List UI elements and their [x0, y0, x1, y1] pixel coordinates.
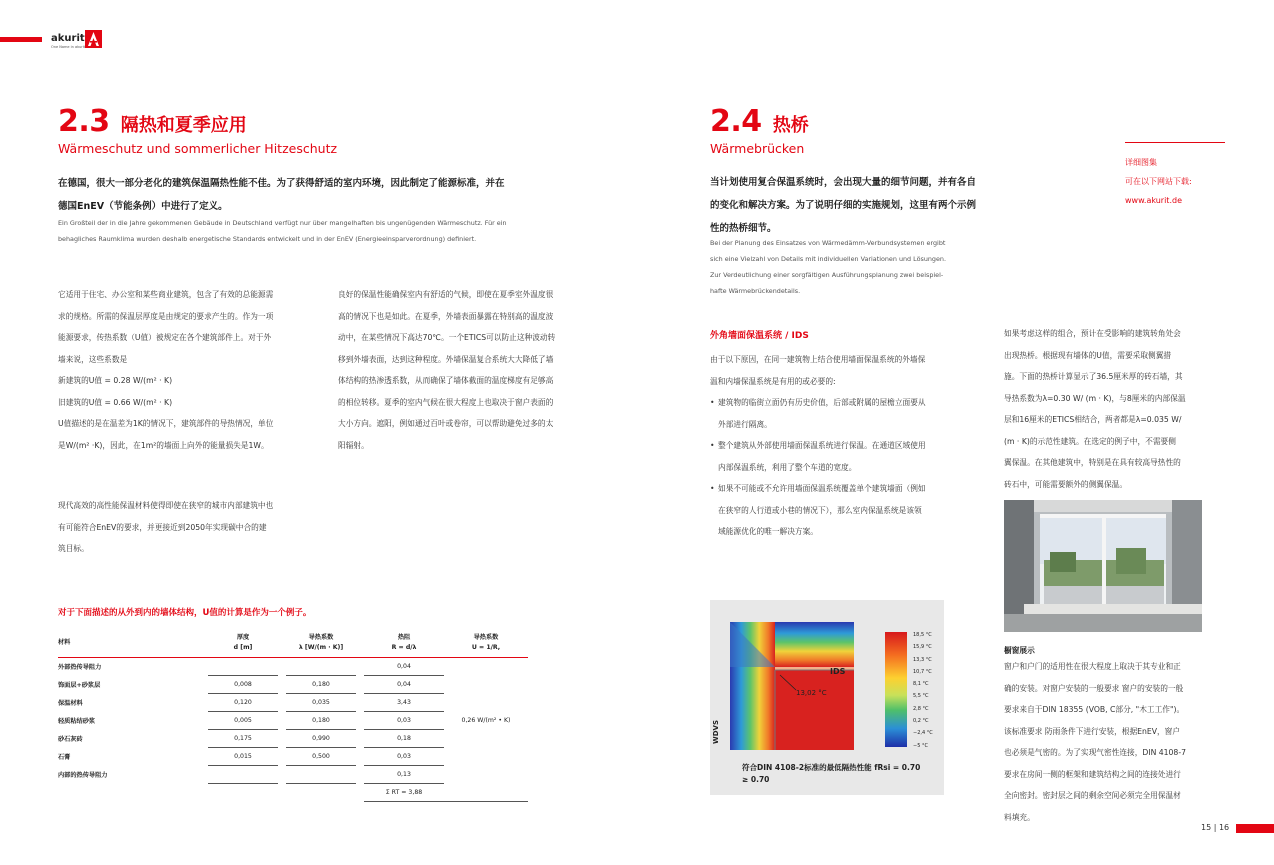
- row-thickness: 0,005: [208, 711, 278, 729]
- body-line: 施。下面的热桥计算显示了36.5厘米厚的砖石墙，其: [1004, 372, 1183, 381]
- header-resistance: [364, 630, 444, 657]
- body-line: 能源要求，传热系数（U值）被规定在各个建筑部件上。对于外: [58, 333, 272, 342]
- body-line: 移到外墙表面，达到这种程度。外墙保温复合系统大大降低了墙: [338, 354, 554, 364]
- header-resistance-unit: R = d/λ: [391, 644, 417, 652]
- scale-label: −5 °C: [913, 742, 928, 749]
- lead-paragraph-de: [58, 215, 618, 247]
- section-2-3-heading: [58, 104, 247, 139]
- body-line: 动中，在某些情况下高达70℃。一个ETICS可以防止这种波动转: [338, 333, 556, 342]
- wdvs-label: WDVS: [712, 720, 720, 744]
- scale-label: 8,1 °C: [913, 681, 929, 688]
- scale-label: 13,3 °C: [913, 656, 932, 663]
- u-value-table: [58, 630, 528, 802]
- bullet-line: • 整个建筑从外部使用墙面保温系统进行保温。在通道区域使用: [718, 441, 926, 450]
- temperature-color-scale: [885, 632, 907, 747]
- row-conductivity: 0,500: [286, 747, 356, 765]
- lead-de-line: Zur Verdeutlichung einer sorgfältigen Ausführungsplanung zwei beispiel-: [710, 271, 944, 279]
- scale-label: 5,5 °C: [913, 693, 929, 700]
- bullet-item: [710, 478, 980, 543]
- section-title-cn: 热桥: [772, 115, 809, 136]
- row-conductivity: 0,035: [286, 693, 356, 711]
- header-thickness-unit: d [m]: [233, 644, 253, 652]
- header-conductivity-unit: λ [W/(m · K)]: [298, 644, 344, 652]
- row-thickness: 0,175: [208, 729, 278, 747]
- header-u-unit: U = 1/R,: [471, 644, 501, 652]
- section-number: 2.4: [710, 104, 762, 139]
- section-title-cn: 隔热和夏季应用: [120, 115, 247, 136]
- body-line: 要求来自于DIN 18355 (VOB, C部分, "木工工作")。: [1004, 705, 1185, 714]
- scale-label: 15,9 °C: [913, 644, 932, 651]
- bullet-line: • 建筑物的临街立面仍有历史价值，后部或附属的屋檐立面要从: [718, 398, 926, 407]
- side-note-line: 可在以下网站下载:: [1125, 177, 1192, 186]
- row-material: 外部热传导阻力: [58, 663, 102, 671]
- row-material: 保温材料: [58, 699, 83, 707]
- header-u-label: 导热系数: [473, 634, 499, 642]
- body-line: 阳辐射。: [338, 440, 369, 450]
- body-line: 高的情况下也是如此。在夏季，外墙表面暴露在特别高的温度波: [338, 311, 554, 321]
- body-line: 墙来说，这些系数是: [58, 354, 128, 364]
- body-line: 也必须是气密的。为了实现气密性连接，DIN 4108-7: [1004, 748, 1186, 757]
- row-conductivity: [286, 657, 356, 675]
- body-line: 出现热桥。根据现有墙体的U值，需要采取侧翼措: [1004, 350, 1172, 360]
- window-title: 橱窗展示: [1004, 646, 1035, 655]
- row-resistance: 0,04: [364, 657, 444, 675]
- body-line: 如果考虑这样的组合，预计在受影响的建筑转角处会: [1004, 329, 1181, 338]
- body-column-1b: [58, 495, 313, 560]
- lead-line: 的变化和解决方案。为了说明仔细的实施规划，这里有两个示例: [710, 200, 977, 211]
- row-conductivity: [286, 765, 356, 783]
- footer-accent-bar: [1236, 824, 1274, 833]
- temperature-point-label: 13,02 °C: [796, 689, 827, 697]
- section-number: 2.3: [58, 104, 110, 139]
- body-line: 要求在房间一侧的框架和建筑结构之间的连接处进行: [1004, 769, 1181, 779]
- row-material: 内部的热传导阻力: [58, 771, 108, 779]
- body-column-1: [58, 284, 313, 456]
- row-material: 饰面层+砂浆层: [58, 681, 101, 689]
- body-line: 该标准要求 防雨条件下进行安装，根据EnEV，窗户: [1004, 726, 1181, 736]
- lead-line: 在德国，很大一部分老化的建筑保温隔热性能不佳。为了获得舒适的室内环境，因此制定了能源标准，并在: [58, 178, 505, 189]
- row-thickness: 0,015: [208, 747, 278, 765]
- row-resistance: 0,13: [364, 765, 444, 783]
- thermal-caption: [742, 762, 920, 786]
- brand-name: akurit: [51, 33, 85, 44]
- lead-paragraph: [58, 172, 618, 218]
- lead-de-line: behagliches Raumklima wurden deshalb energetische Standards entwickelt und in der EnEV (Energieeinsparverordnung) definiert.: [58, 235, 477, 243]
- body-line: 翼保温。在其他建筑中，特别是在具有较高导热性的: [1004, 458, 1181, 467]
- scale-label: 0,2 °C: [913, 718, 929, 725]
- table-header-row: [58, 630, 528, 657]
- row-resistance: 0,03: [364, 711, 444, 729]
- table-intro: 对于下面描述的从外到内的墙体结构，U值的计算是作为一个例子。: [58, 608, 312, 618]
- body-line: 导热系数为λ=0.30 W/ (m · K)，与8厘米的内部保温: [1004, 393, 1186, 403]
- body-line: 温和内墙保温系统是有用的或必要的:: [710, 376, 836, 386]
- scale-label: 10,7 °C: [913, 668, 932, 675]
- bullet-line: • 如果不可能或不允许用墙面保温系统覆盖单个建筑墙面（例如: [718, 484, 926, 493]
- brand-mark-icon: [85, 30, 102, 48]
- row-material: 石膏: [58, 753, 71, 761]
- page-numbers: 15 | 16: [1201, 823, 1230, 832]
- side-note-line: 详细图集: [1125, 158, 1157, 167]
- body-line: 的相位转移。夏季的室内气候在很大程度上也取决于窗户表面的: [338, 397, 554, 407]
- resistance-sum: Σ RT = 3,88: [364, 783, 444, 801]
- window-text: [1004, 656, 1209, 828]
- download-link[interactable]: www.akurit.de: [1125, 196, 1182, 205]
- scale-label: 18,5 °C: [913, 632, 932, 638]
- body-line: 筑目标。: [58, 544, 89, 553]
- section-2-4-heading: [710, 104, 809, 139]
- lead-paragraph: [710, 171, 1000, 240]
- row-resistance: 0,18: [364, 729, 444, 747]
- body-line: 体结构的热渗透系数，从而确保了墙体截面的温度梯度有足够高: [338, 376, 554, 385]
- header-conductivity: [286, 630, 356, 657]
- body-column-2: [338, 284, 588, 456]
- lead-de-line: hafte Wärmebrückendetails.: [710, 287, 801, 295]
- row-resistance: 0,03: [364, 747, 444, 765]
- body-line: 是W/(m² ·K)，因此，在1m²的墙面上向外的能量损失是1W。: [58, 440, 269, 450]
- lead-paragraph-de: [710, 235, 1000, 299]
- lead-de-line: Ein Großteil der in die Jahre gekommenen Gebäude in Deutschland verfügt nur über mangelhaften bis ungenügenden Wärmeschutz. Für ein: [58, 219, 507, 227]
- body-line: 大小方向。遮阳，例如通过百叶或卷帘，可以帮助避免过多的太: [338, 419, 554, 428]
- window-photo: [1004, 500, 1202, 632]
- scale-label: −2,4 °C: [913, 730, 933, 737]
- body-line: 求的规格。所需的保温层厚度是由规定的要求产生的。作为一项: [58, 311, 274, 321]
- body-line: 层和16厘米的ETICS相结合，两者都是λ=0.035 W/: [1004, 415, 1182, 424]
- body-line: 有可能符合EnEV的要求，并更接近到2050年实现碳中合的建: [58, 522, 267, 532]
- bullet-line: 在狭窄的人行道或小巷的情况下），那么室内保温系统是该领: [718, 505, 922, 515]
- header-u: [444, 630, 528, 657]
- header-resistance-label: 热阻: [397, 634, 411, 642]
- side-note: [1125, 153, 1192, 210]
- section-title-de: Wärmeschutz und sommerlicher Hitzeschutz: [58, 141, 338, 156]
- body-line: 新建筑的U值 = 0.28 W/(m² · K): [58, 376, 173, 385]
- bullet-line: 外部进行隔离。: [718, 419, 772, 429]
- row-conductivity: 0,990: [286, 729, 356, 747]
- lead-line: 德国EnEV（节能条例）中进行了定义。: [58, 201, 228, 212]
- lead-line: 性的热桥细节。: [710, 223, 777, 234]
- body-line: 确的安装。对窗户安装的一般要求 窗户的安装的一般: [1004, 683, 1184, 693]
- body-line: 全向密封。密封层之间的剩余空间必须完全用保温材: [1004, 791, 1181, 800]
- header-thickness: [208, 630, 278, 657]
- header-material: 材料: [58, 630, 208, 657]
- lead-de-line: Bei der Planung des Einsatzes von Wärmedämm-Verbundsystemen ergibt: [710, 239, 946, 247]
- body-line: 它适用于住宅、办公室和某些商业建筑，包含了有效的总能源需: [58, 290, 274, 299]
- window-illustration: [1004, 500, 1202, 632]
- row-resistance: 3,43: [364, 693, 444, 711]
- scale-label: 2,8 °C: [913, 705, 929, 712]
- caption-line: 符合DIN 4108-2标准的最低隔热性能 fRsi = 0.70: [742, 763, 921, 772]
- bullet-item: [710, 435, 980, 478]
- body-line: (m · K)的示范性建筑。在选定的例子中，不需要侧: [1004, 436, 1176, 446]
- ids-label: IDS: [830, 667, 846, 676]
- subsection-title: 外角墙面保温系统 / IDS: [710, 331, 809, 341]
- body-line: 旧建筑的U值 = 0.66 W/(m² · K): [58, 397, 173, 407]
- brand-tagline: One Name in akurit: [51, 45, 86, 49]
- header-accent-bar: [0, 37, 42, 42]
- table-sum-row: [58, 783, 528, 801]
- row-conductivity: 0,180: [286, 711, 356, 729]
- body-line: 现代高效的高性能保温材料使得即使在狭窄的城市内部建筑中也: [58, 501, 274, 510]
- row-thickness: [208, 765, 278, 783]
- row-conductivity: 0,180: [286, 675, 356, 693]
- row-material: 轻质粘结砂浆: [58, 717, 96, 725]
- section-title-de: Wärmebrücken: [710, 141, 805, 156]
- row-thickness: [208, 657, 278, 675]
- bullet-line: 域能源优化的唯一解决方案。: [718, 527, 818, 536]
- header-thickness-label: 厚度: [236, 634, 250, 642]
- body-line: 料填充。: [1004, 812, 1035, 822]
- body-line: 砖石中，可能需要额外的侧翼保温。: [1004, 479, 1128, 489]
- row-resistance: 0,04: [364, 675, 444, 693]
- lead-line: 当计划使用复合保温系统时，会出现大量的细节问题，并有各自: [710, 177, 977, 188]
- header-conductivity-label: 导热系数: [308, 634, 334, 642]
- table-row: [58, 657, 528, 675]
- side-note-divider: [1125, 142, 1225, 143]
- temperature-scale-labels: [913, 629, 933, 752]
- thermal-bridge-figure: [710, 600, 944, 795]
- ids-text-column-2: [1004, 323, 1209, 495]
- bullet-item: [710, 392, 980, 435]
- row-thickness: 0,120: [208, 693, 278, 711]
- row-material: 砂石灰砖: [58, 735, 83, 743]
- row-thickness: 0,008: [208, 675, 278, 693]
- ids-text-column: [710, 349, 980, 543]
- body-line: 良好的保温性能确保室内有舒适的气候，即使在夏季室外温度很: [338, 290, 554, 299]
- bullet-line: 内部保温系统，利用了整个车道的宽度。: [718, 462, 857, 472]
- caption-line: ≥ 0.70: [742, 775, 770, 784]
- body-line: 由于以下原因，在同一建筑物上结合使用墙面保温系统的外墙保: [710, 355, 926, 364]
- akurit-logo: [51, 30, 111, 52]
- lead-de-line: sich eine Vielzahl von Details mit individuellen Variationen und Lösungen.: [710, 255, 946, 263]
- u-result: 0,26 W/(m² • K): [461, 716, 511, 724]
- body-line: 窗户和户门的适用性在很大程度上取决于其专业和正: [1004, 662, 1181, 671]
- body-line: U值描述的是在温差为1K的情况下，建筑部件的导热情况，单位: [58, 419, 274, 428]
